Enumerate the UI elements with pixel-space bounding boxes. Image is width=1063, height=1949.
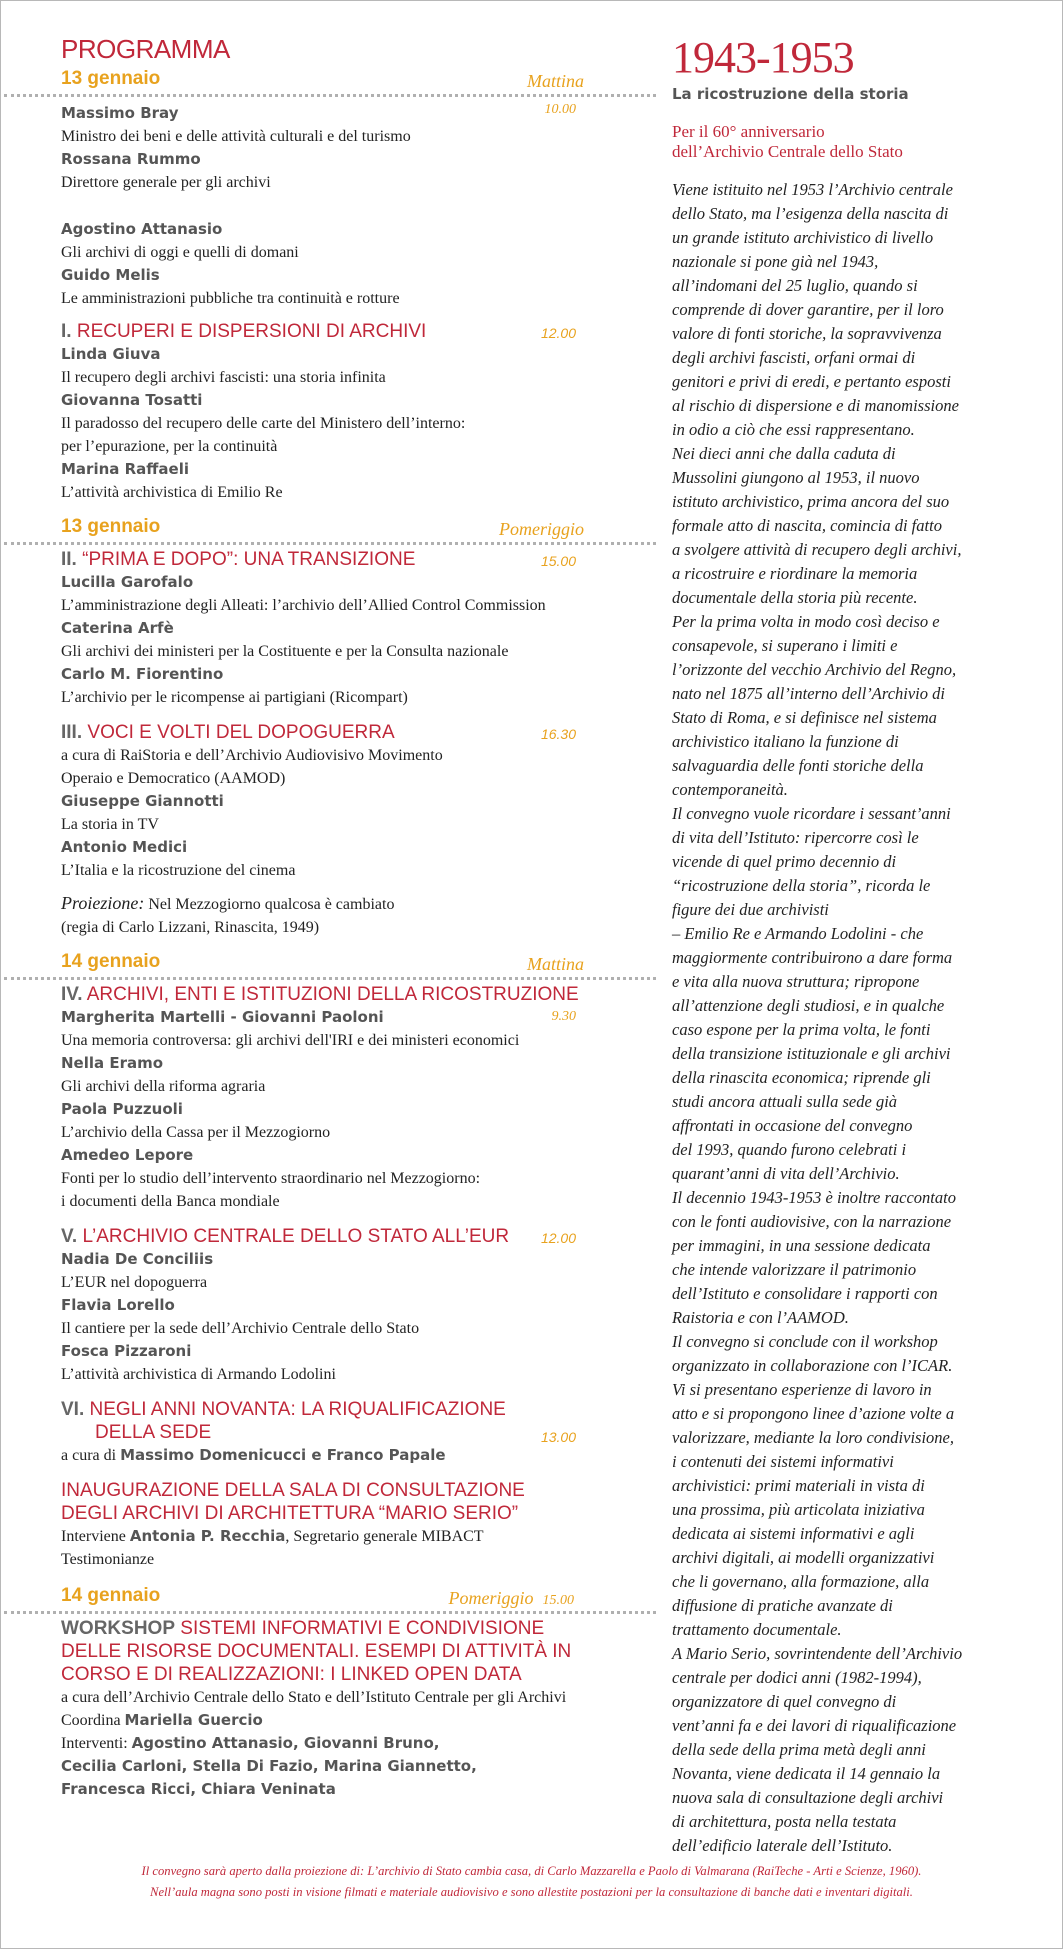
intro-line: valore di fonti storiche, la sopravvivenza: [672, 324, 942, 343]
time-label: 13.00: [540, 1429, 576, 1445]
intro-line: dell’Istituto e consolidare i rapporti con: [672, 1284, 938, 1303]
intro-line: una prossima, più articolata iniziativa: [672, 1500, 925, 1519]
speaker-desc: Gli archivi di oggi e quelli di domani: [61, 244, 299, 261]
divider-line: [4, 977, 656, 980]
day-part: Pomeriggio 15.00: [448, 1588, 574, 1608]
opening-block: [61, 102, 606, 194]
intro-line: archivistici: primi materiali in vista di: [672, 1476, 925, 1495]
speaker-name: Agostino Attanasio: [61, 220, 223, 238]
session-iv-title: IV. ARCHIVI, ENTI E ISTITUZIONI DELLA RICOSTRUZIONE: [61, 984, 579, 1005]
session-i-title: I. RECUPERI E DISPERSIONI DI ARCHIVI 12.00: [61, 320, 606, 343]
intro-line: all’attenzione degli studiosi, e in qualche: [672, 996, 945, 1015]
speaker-desc: L’EUR nel dopoguerra: [61, 1274, 208, 1291]
intro-line: in odio a ciò che essi rappresentano.: [672, 420, 915, 439]
speaker-name: Nella Eramo: [61, 1054, 164, 1072]
intro-line: maggiormente contribuirono a dare forma: [672, 948, 953, 967]
intro-line: della transizione istituzionale e gli archivi: [672, 1044, 951, 1063]
intro-line: istituto archivistico, prima ancora del suo: [672, 492, 950, 511]
speaker-name: Marina Raffaeli: [61, 460, 190, 478]
keynote-block: [61, 218, 606, 310]
speaker-name: Rossana Rummo: [61, 150, 201, 168]
speaker-name: Nadia De Conciliis: [61, 1250, 214, 1268]
intro-line: organizzatore di quel convegno di: [672, 1692, 897, 1711]
time-label: 12.00: [540, 1230, 576, 1246]
time-label: 16.30: [540, 726, 576, 742]
speaker-name: Guido Melis: [61, 266, 160, 284]
intro-line: per immagini, in una sessione dedicata: [672, 1236, 931, 1255]
speaker-desc: L’attività archivistica di Emilio Re: [61, 484, 283, 501]
intro-line: contemporaneità.: [672, 780, 788, 799]
intro-title: 1943-1953: [672, 33, 854, 82]
speaker-name: Linda Giuva: [61, 345, 161, 363]
intro-line: formale atto di nascita, comincia di fatto: [672, 516, 942, 535]
speaker-desc: Le amministrazioni pubbliche tra continuità e rotture: [61, 290, 400, 307]
speaker-name: Lucilla Garofalo: [61, 573, 194, 591]
speaker-desc: L’amministrazione degli Alleati: l’archivio dell’Allied Control Commission: [61, 597, 546, 614]
intro-line: diffusione di pratiche avanzate di: [672, 1596, 893, 1615]
day-header-13-afternoon: [61, 516, 606, 540]
intro-line: vicende di quel primo decennio di: [672, 852, 897, 871]
projection-title: Nel Mezzogiorno qualcosa è cambiato: [148, 896, 395, 913]
intro-line: con le fonti audiovisive, con la narrazione: [672, 1212, 952, 1231]
intro-line: Il decennio 1943-1953 è inoltre raccontato: [672, 1188, 956, 1207]
divider-line: [4, 542, 656, 545]
inauguration-title: INAUGURAZIONE DELLA SALA DI CONSULTAZIONE DEGLI ARCHIVI DI ARCHITETTURA “MARIO SERIO”: [61, 1480, 525, 1524]
curated-by: Operaio e Democratico (AAMOD): [61, 770, 286, 787]
time-label: 12.00: [540, 325, 576, 341]
intro-line: Il convegno vuole ricordare i sessant’anni: [672, 804, 951, 823]
intro-line: Mussolini giungono al 1953, il nuovo: [672, 468, 920, 487]
speaker-desc: Gli archivi dei ministeri per la Costituente e per la Consulta nazionale: [61, 643, 509, 660]
time-label: 15.00: [542, 1593, 574, 1608]
intro-line: genitori e privi di eredi, e pertanto esposti: [672, 372, 951, 391]
day-header-13-morning: [61, 68, 606, 92]
intro-anniversary: Per il 60° anniversario dell’Archivio Centrale dello Stato: [672, 122, 903, 161]
workshop-interventions: Francesca Ricci, Chiara Veninata: [61, 1780, 336, 1798]
intro-line: – Emilio Re e Armando Lodolini - che: [672, 924, 924, 943]
curated-by: a cura di RaiStoria e dell’Archivio Audiovisivo Movimento: [61, 747, 443, 764]
footer-line: Il convegno sarà aperto dalla proiezione di: L’archivio di Stato cambia casa, di Carlo Mazzarella e Paolo di Valmarana (RaiTeche - Arti e Scienze, 1960).: [141, 1864, 922, 1878]
speaker-desc: Il paradosso del recupero delle carte del Ministero dell’interno:: [61, 415, 466, 432]
intro-line: al rischio di dispersione e di manomissione: [672, 396, 959, 415]
session-v-title: V. L’ARCHIVIO CENTRALE DELLO STATO ALL’EUR 12.00: [61, 1225, 606, 1248]
day-part: Pomeriggio: [499, 519, 584, 539]
intro-line: archivi digitali, ai modelli organizzativi: [672, 1548, 935, 1567]
projection-label: Proiezione:: [61, 893, 145, 913]
intro-line: Nei dieci anni che dalla caduta di: [672, 444, 896, 463]
time-label: 9.30: [551, 1009, 576, 1024]
intro-line: l’orizzonte del vecchio Archivio del Regno,: [672, 660, 957, 679]
intro-line: di vita dell’Istituto: ripercorre così le: [672, 828, 919, 847]
divider-line: [4, 1611, 656, 1614]
intro-line: consapevole, si superano i limiti e: [672, 636, 898, 655]
intro-line: nuova sala di consultazione degli archivi: [672, 1788, 944, 1807]
inauguration-speaker: Interviene Antonia P. Recchia, Segretario generale MIBACT: [61, 1527, 484, 1545]
intro-line: comprende di dover garantire, per il loro: [672, 300, 944, 319]
speaker-desc: La storia in TV: [61, 816, 159, 833]
intro-line: caso espone per la prima volta, le fonti: [672, 1020, 931, 1039]
speaker-desc: Direttore generale per gli archivi: [61, 174, 271, 191]
intro-subtitle: La ricostruzione della storia: [672, 85, 909, 103]
speaker-desc: per l’epurazione, per la continuità: [61, 438, 278, 455]
intro-line: “ricostruzione della storia”, ricorda le: [672, 876, 931, 895]
intro-line: nato nel 1875 all’interno dell’Archivio di: [672, 684, 945, 703]
speaker-name: Massimo Bray: [61, 104, 179, 122]
day-date: 13 gennaio: [61, 68, 161, 89]
speaker-desc: Gli archivi della riforma agraria: [61, 1078, 266, 1095]
intro-line: trattamento documentale.: [672, 1620, 842, 1639]
speaker-desc: L’Italia e la ricostruzione del cinema: [61, 862, 296, 879]
intro-line: quarant’anni di vita dell’Archivio.: [672, 1164, 900, 1183]
session-i-speakers: [61, 343, 606, 504]
speaker-name: Giuseppe Giannotti: [61, 792, 224, 810]
session-ii-title: II. “PRIMA E DOPO”: UNA TRANSIZIONE 15.00: [61, 548, 606, 571]
speaker-desc: Fonti per lo studio dell’intervento straordinario nel Mezzogiorno:: [61, 1170, 481, 1187]
intro-line: centrale per dodici anni (1982-1994),: [672, 1668, 922, 1687]
day-header-14-afternoon: [61, 1585, 606, 1609]
intro-line: i contenuti dei sistemi informativi: [672, 1452, 894, 1471]
intro-line: archivistico italiano la funzione di: [672, 732, 899, 751]
intro-line: Viene istituito nel 1953 l’Archivio centrale: [672, 180, 953, 199]
intro-line: che li governano, alla formazione, alla: [672, 1572, 930, 1591]
intro-line: a ricostruire e riordinare la memoria: [672, 564, 918, 583]
intro-line: dello Stato, ma l’esigenza della nascita di: [672, 204, 949, 223]
intro-line: affrontati in occasione del convegno: [672, 1116, 913, 1135]
intro-line: dell’edificio laterale dell’Istituto.: [672, 1836, 893, 1855]
time-label: 10.00: [544, 102, 576, 117]
speaker-name: Giovanna Tosatti: [61, 391, 203, 409]
program-title: PROGRAMMA: [61, 34, 230, 64]
speaker-name: Flavia Lorello: [61, 1296, 175, 1314]
speaker-name: Antonio Medici: [61, 838, 188, 856]
intro-line: documentale della storia più recente.: [672, 588, 918, 607]
divider-line: [4, 94, 656, 97]
inauguration-testimonies: Testimonianze: [61, 1551, 155, 1568]
workshop-interventions: Cecilia Carloni, Stella Di Fazio, Marina Giannetto,: [61, 1757, 477, 1775]
workshop-interventions: Interventi: Agostino Attanasio, Giovanni Bruno,: [61, 1734, 440, 1752]
speaker-name: Fosca Pizzaroni: [61, 1342, 192, 1360]
speaker-desc: Il recupero degli archivi fascisti: una storia infinita: [61, 369, 386, 386]
intro-line: e vita alla nuova struttura; ripropone: [672, 972, 920, 991]
intro-line: atto e si propongono linee d’azione volte a: [672, 1404, 955, 1423]
projection: [61, 892, 606, 916]
session-iii-body: [61, 744, 606, 939]
day-part: Mattina: [527, 954, 584, 974]
footer-note: [0, 1861, 1063, 1903]
session-vi-curated: a cura di Massimo Domenicucci e Franco Papale: [61, 1446, 446, 1464]
workshop-label: WORKSHOP: [61, 1618, 175, 1639]
intro-line: Raistoria e con l’AAMOD.: [672, 1308, 849, 1327]
speaker-desc: Ministro dei beni e delle attività culturali e del turismo: [61, 128, 411, 145]
intro-line: dedicata ai sistemi informativi e agli: [672, 1524, 915, 1543]
speaker-desc: i documenti della Banca mondiale: [61, 1193, 280, 1210]
intro-line: organizzato in collaborazione con l’ICAR.: [672, 1356, 953, 1375]
day-part: Mattina: [527, 71, 584, 91]
intro-line: nazionale si pone già nel 1943,: [672, 252, 879, 271]
intro-line: del 1993, quando furono celebrati i: [672, 1140, 907, 1159]
intro-line: Vi si presentano esperienze di lavoro in: [672, 1380, 932, 1399]
speaker-desc: Una memoria controversa: gli archivi dell'IRI e dei ministeri economici: [61, 1032, 520, 1049]
speaker-name: Carlo M. Fiorentino: [61, 665, 224, 683]
intro-line: studi ancora attuali sulla sede già: [672, 1092, 898, 1111]
session-vi-title: VI. NEGLI ANNI NOVANTA: LA RIQUALIFICAZIONE DELLA SEDE 13.00: [61, 1398, 606, 1444]
speaker-desc: L’archivio della Cassa per il Mezzogiorno: [61, 1124, 331, 1141]
intro-line: Stato di Roma, e si definisce nel sistema: [672, 708, 937, 727]
intro-line: Novanta, viene dedicata il 14 gennaio la: [672, 1764, 941, 1783]
footer-line: Nell’aula magna sono posti in visione filmati e materiale audiovisivo e sono allestite postazioni per la consultazione di banche dati e inventari digitali.: [150, 1885, 913, 1899]
intro-body: [672, 178, 1032, 1858]
day-date: 13 gennaio: [61, 516, 161, 537]
intro-line: figure dei due archivisti: [672, 900, 829, 919]
intro-line: Il convegno si conclude con il workshop: [672, 1332, 938, 1351]
time-label: 15.00: [540, 553, 576, 569]
intro-line: vent’anni fa e dei lavori di riqualificazione: [672, 1716, 957, 1735]
intro-line: salvaguardia delle fonti storiche della: [672, 756, 924, 775]
session-iii-title: III. VOCI E VOLTI DEL DOPOGUERRA 16.30: [61, 721, 606, 744]
session-iv-speakers: [61, 1006, 606, 1213]
day-date: 14 gennaio: [61, 951, 161, 972]
intro-line: un grande istituto archivistico di livello: [672, 228, 934, 247]
speaker-desc: Il cantiere per la sede dell’Archivio Centrale dello Stato: [61, 1320, 420, 1337]
intro-line: Per la prima volta in modo così deciso e: [672, 612, 940, 631]
intro-line: valorizzare, mediante la loro condivisione,: [672, 1428, 954, 1447]
speaker-name: Caterina Arfè: [61, 619, 174, 637]
day-date: 14 gennaio: [61, 1585, 161, 1606]
session-ii-speakers: [61, 571, 606, 709]
intro-line: della sede della prima metà degli anni: [672, 1740, 926, 1759]
session-v-speakers: [61, 1248, 606, 1386]
workshop-title: WORKSHOP SISTEMI INFORMATIVI E CONDIVISIONE DELLE RISORSE DOCUMENTALI. ESEMPI DI ATTIVITÀ IN CORSO E DI REALIZZAZIONI: I LINKED OPEN DATA: [61, 1618, 572, 1685]
speaker-desc: L’archivio per le ricompense ai partigiani (Ricompart): [61, 689, 408, 706]
intro-line: all’indomani del 25 luglio, quando si: [672, 276, 918, 295]
intro-line: degli archivi fascisti, orfani ormai di: [672, 348, 916, 367]
intro-line: che intende valorizzare il patrimonio: [672, 1260, 917, 1279]
intro-line: A Mario Serio, sovrintendente dell’Archivio: [672, 1644, 963, 1663]
projection-credits: (regia di Carlo Lizzani, Rinascita, 1949): [61, 919, 320, 936]
speaker-desc: L’attività archivistica di Armando Lodolini: [61, 1366, 336, 1383]
workshop-curated: a cura dell’Archivio Centrale dello Stato e dell’Istituto Centrale per gli Archivi: [61, 1689, 567, 1706]
day-header-14-morning: [61, 951, 606, 975]
intro-line: a svolgere attività di recupero degli archivi,: [672, 540, 962, 559]
speaker-name: Amedeo Lepore: [61, 1146, 194, 1164]
speaker-name: Paola Puzzuoli: [61, 1100, 183, 1118]
speaker-name: Margherita Martelli - Giovanni Paoloni: [61, 1008, 384, 1026]
program-column: [61, 34, 606, 1801]
workshop-coordinator: Coordina Mariella Guercio: [61, 1711, 263, 1729]
intro-line: della rinascita economica; riprende gli: [672, 1068, 931, 1087]
intro-column: [672, 34, 1032, 1858]
intro-line: di architettura, posta nella testata: [672, 1812, 897, 1831]
